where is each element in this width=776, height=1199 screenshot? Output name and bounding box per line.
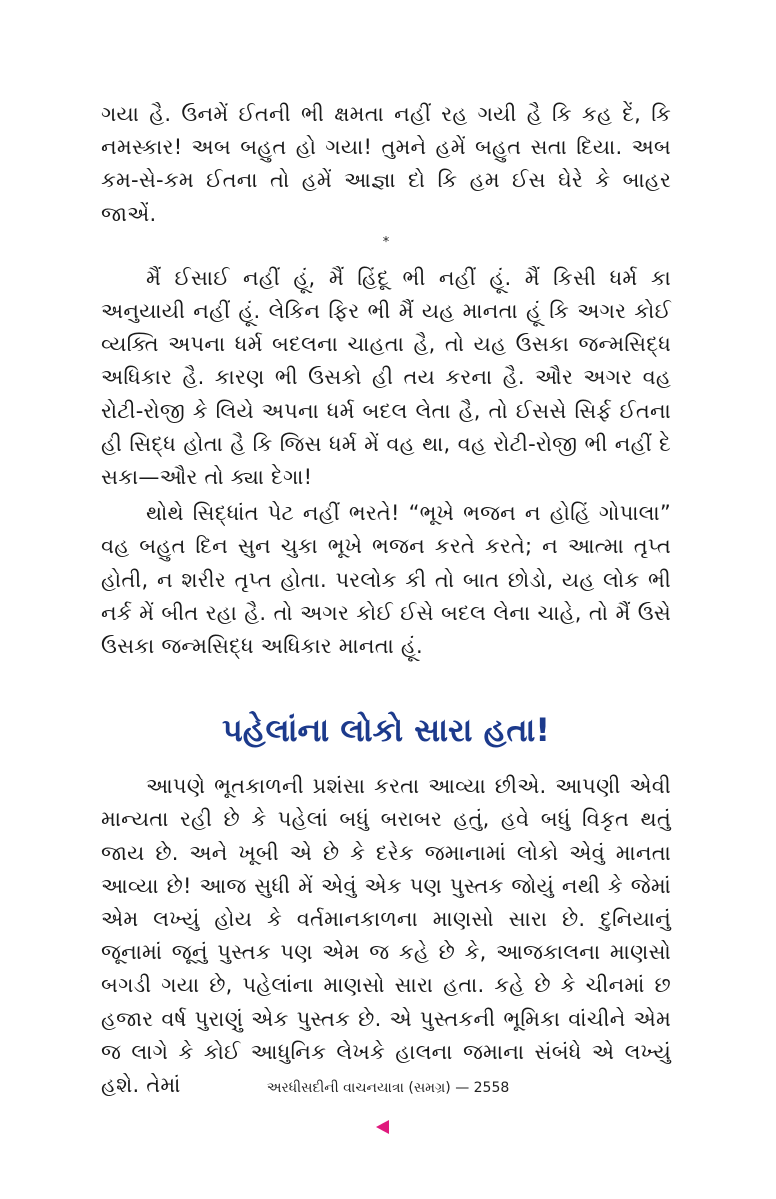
- previous-page-arrow-icon[interactable]: [376, 1120, 389, 1134]
- page-content: [101, 98, 671, 1102]
- footer-dash: —: [455, 1080, 470, 1096]
- paragraph-4: આપણે ભૂતકાળની પ્રશંસા કરતા આવ્યા છીએ. આપણી એવી માન્યતા રહી છે કે પહેલાં બધું બરાબર હતું, હવે બધું વિકૃત થતું જાય છે. અને ખૂબી એ છે કે દરેક જમાનામાં લોકો એવું માનતા આવ્યા છે! આજ સુધી મેં એવું એક પણ પુસ્તક જોયું નથી કે જેમાં એમ લખ્યું હોય કે વર્તમાનકાળના માણસો સારા છે. દુનિયાનું જૂનામાં જૂનું પુસ્તક પણ એમ જ કહે છે કે, આજકાલના માણસો બગડી ગયા છે, પહેલાંના માણસો સારા હતા. કહે છે કે ચીનમાં છ હજાર વર્ષ પુરાણું એક પુસ્તક છે. એ પુસ્તકની ભૂમિકા વાંચીને એમ જ લાગે કે કોઈ આધુનિક લેખકે હાલના જમાના સંબંધે એ લખ્યું હશે. તેમાં: [101, 774, 671, 1098]
- section-title: પહેલાંના લોકો સારા હતા!: [222, 711, 550, 750]
- paragraph-3: થોથે સિદ્ધાંત પેટ નહીં ભરતે! “ભૂખે ભજન ન હોહિં ગોપાલા” વહ બહુત દિન સુન ચુકા ભૂખે ભજન કરતે કરતે; ન આત્મા તૃપ્ત હોતી, ન શરીર તૃપ્ત હોતા. પરલોક કી તો બાત છોડો, યહ લોક ભી નર્ક મેં બીત રહા હૈ. તો અગર કોઈ ઈસે બદલ લેના ચાહે, તો મૈં ઉસે ઉસકા જન્મસિદ્ધ અધિકાર માનતા હૂં.: [101, 501, 671, 659]
- page-footer: [0, 1080, 776, 1096]
- paragraph-1: ગયા હૈ. ઉનમેં ઈતની ભી ક્ષમતા નહીં રહ ગયી હૈ કિ કહ દેં, કિ નમસ્કાર! અબ બહુત હો ગયા! તુમને હમેં બહુત સતા દિયા. અબ કમ-સે-કમ ઈતના તો હમેં આજ્ઞા દો કિ હમ ઈસ ઘેરે કે બાહર જાએં.: [101, 102, 671, 226]
- paragraph-2: મૈં ઈસાઈ નહીં હૂં, મૈં હિંદૂ ભી નહીં હૂં. મૈં કિસી ધર્મ કા અનુયાયી નહીં હૂં. લેકિન ફિર ભી મૈં યહ માનતા હૂં કિ અગર કોઈ વ્યક્તિ અપના ધર્મ બદલના ચાહતા હૈ, તો યહ ઉસકા જન્મસિદ્ધ અધિકાર હૈ. કારણ ભી ઉસકો હી તય કરના હૈ. ઔર અગર વહ રોટી-રોજી કે લિયે અપના ધર્મ બદલ લેતા હૈ, તો ઈસસે સિર્ફ ઈતના હી સિદ્ધ હોતા હૈ કિ જિસ ધર્મ મેં વહ થા, વહ રોટી-રોજી ભી નહીં દે સકા—ઔર તો ક્યા દેગા!: [101, 265, 671, 490]
- book-title: અરધીસદીની વાચનયાત્રા (સમગ્ર): [266, 1080, 451, 1096]
- page-number: 2558: [473, 1080, 510, 1096]
- section-separator: *: [382, 234, 390, 250]
